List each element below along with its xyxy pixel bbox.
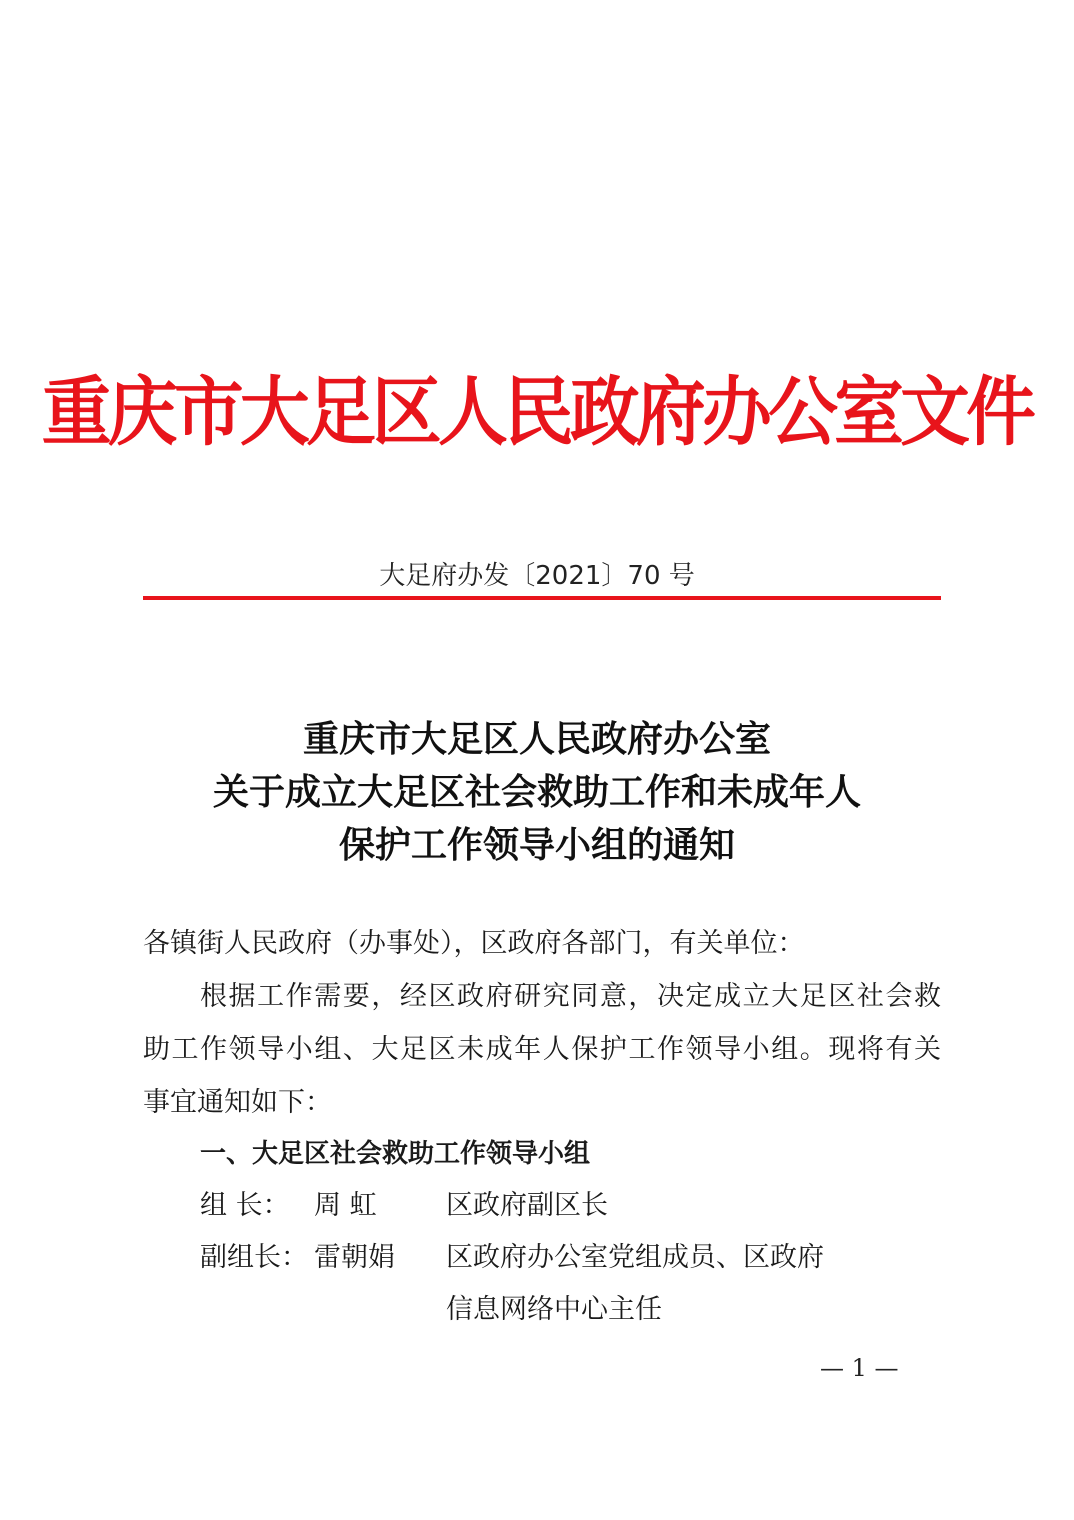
member-name: 周 虹 (314, 1190, 377, 1221)
notice-title-line-2: 关于成立大足区社会救助工作和未成年人 (212, 771, 861, 813)
paragraph-1-line-1: 根据工作需要，经区政府研究同意，决定成立大足区社会救 (200, 981, 941, 1012)
member-name: 雷朝娟 (314, 1242, 395, 1273)
document-number: 大足府办发〔2021〕70 号 (379, 561, 695, 591)
paragraph-1-line-3: 事宜通知如下： (143, 1087, 332, 1118)
masthead-title: 重庆市大足区人民政府办公室文件 (41, 368, 1033, 456)
section-1-heading: 一、大足区社会救助工作领导小组 (200, 1139, 591, 1169)
notice-title-line-1: 重庆市大足区人民政府办公室 (302, 718, 771, 760)
member-position: 区政府副区长 (446, 1190, 608, 1221)
member-position-continued: 信息网络中心主任 (446, 1294, 662, 1325)
red-divider (143, 596, 941, 600)
member-role: 组 长： (200, 1190, 290, 1221)
salutation: 各镇街人民政府（办事处），区政府各部门，有关单位： (143, 928, 805, 959)
paragraph-1-line-2: 助工作领导小组、大足区未成年人保护工作领导小组。现将有关 (143, 1034, 941, 1065)
member-role: 副组长： (200, 1242, 308, 1273)
page-number: — 1 — (820, 1354, 899, 1382)
member-position: 区政府办公室党组成员、区政府 (446, 1242, 824, 1273)
notice-title-line-3: 保护工作领导小组的通知 (338, 824, 735, 866)
